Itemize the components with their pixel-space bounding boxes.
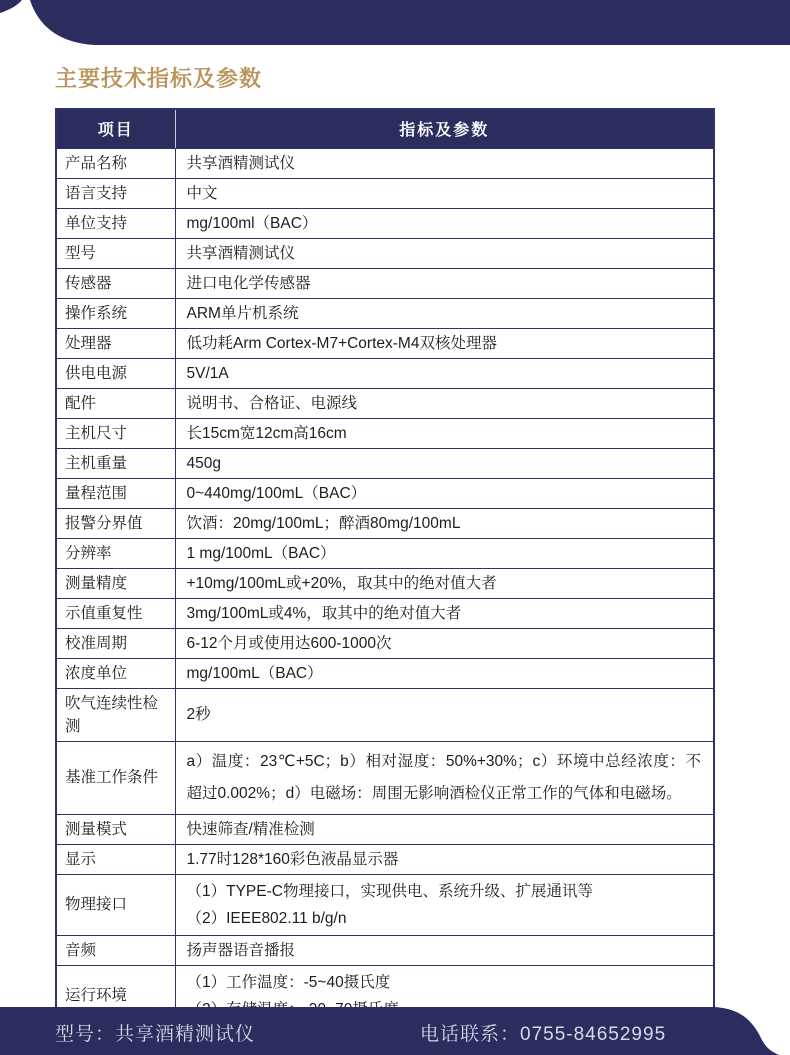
table-row (56, 628, 714, 658)
table-row (56, 268, 714, 298)
spec-label: 报警分界值 (56, 508, 175, 538)
spec-label: 处理器 (56, 328, 175, 358)
footer-model-label: 型号：共享酒精测试仪 (55, 1024, 256, 1045)
spec-label: 供电电源 (56, 358, 175, 388)
table-row (56, 478, 714, 508)
spec-label: 配件 (56, 388, 175, 418)
top-corner-wedge (0, 0, 22, 13)
spec-label: 物理接口 (56, 874, 175, 935)
table-row (56, 568, 714, 598)
table-row (56, 538, 714, 568)
spec-value: 饮酒：20mg/100mL；醉酒80mg/100mL (175, 508, 714, 538)
spec-label: 语言支持 (56, 178, 175, 208)
spec-value: 3mg/100mL或4%，取其中的绝对值大者 (175, 598, 714, 628)
spec-label: 音频 (56, 935, 175, 965)
spec-label: 显示 (56, 844, 175, 874)
spec-value: 1 mg/100mL（BAC） (175, 538, 714, 568)
table-row (56, 741, 714, 814)
table-row (56, 874, 714, 935)
spec-value: 5V/1A (175, 358, 714, 388)
spec-value: 1.77时128*160彩色液晶显示器 (175, 844, 714, 874)
spec-value: mg/100mL（BAC） (175, 658, 714, 688)
spec-label: 分辨率 (56, 538, 175, 568)
table-row (56, 328, 714, 358)
spec-value: 2秒 (175, 688, 714, 741)
spec-value: ARM单片机系统 (175, 298, 714, 328)
table-row (56, 935, 714, 965)
table-row (56, 178, 714, 208)
table-row (56, 358, 714, 388)
table-row (56, 448, 714, 478)
spec-value: 450g (175, 448, 714, 478)
spec-value: +10mg/100mL或+20%，取其中的绝对值大者 (175, 568, 714, 598)
spec-value: a）温度：23℃+5C；b）相对湿度：50%+30%；c）环境中总经浓度：不超过0.002%；d）电磁场：周围无影响酒检仪正常工作的气体和电磁场。 (175, 741, 714, 814)
spec-value-line: （1）TYPE-C物理接口，实现供电、系统升级、扩展通讯等 (186, 882, 593, 900)
spec-label: 浓度单位 (56, 658, 175, 688)
table-row (56, 508, 714, 538)
table-row (56, 148, 714, 178)
table-row (56, 208, 714, 238)
spec-label: 吹气连续性检测 (56, 688, 175, 741)
table-row (56, 388, 714, 418)
spec-value: 长15cm宽12cm高16cm (175, 418, 714, 448)
spec-value: mg/100ml（BAC） (175, 208, 714, 238)
column-header-item: 项目 (56, 109, 175, 148)
spec-value: 进口电化学传感器 (175, 268, 714, 298)
column-header-spec: 指标及参数 (175, 109, 714, 148)
spec-value: 共享酒精测试仪 (175, 238, 714, 268)
spec-table-body (56, 148, 714, 1027)
spec-label: 示值重复性 (56, 598, 175, 628)
spec-value: 扬声器语音播报 (175, 935, 714, 965)
spec-label: 基准工作条件 (56, 741, 175, 814)
spec-table-header-row (56, 109, 714, 148)
top-decorative-bar (0, 0, 790, 50)
spec-label: 型号 (56, 238, 175, 268)
table-row (56, 238, 714, 268)
footer-phone-label: 电话联系：0755-84652995 (420, 1024, 667, 1045)
spec-value: 共享酒精测试仪 (175, 148, 714, 178)
spec-label: 传感器 (56, 268, 175, 298)
table-row (56, 598, 714, 628)
spec-table (55, 108, 715, 1028)
spec-value-line: （2）IEEE802.11 b/g/n (186, 909, 347, 927)
table-row (56, 688, 714, 741)
top-main-band (30, 0, 790, 45)
spec-value: 低功耗Arm Cortex-M7+Cortex-M4双核处理器 (175, 328, 714, 358)
spec-label: 运行环境 (56, 965, 175, 1027)
spec-value: 0~440mg/100mL（BAC） (175, 478, 714, 508)
spec-label: 量程范围 (56, 478, 175, 508)
spec-label: 单位支持 (56, 208, 175, 238)
spec-value (175, 874, 714, 935)
spec-label: 主机尺寸 (56, 418, 175, 448)
table-row (56, 418, 714, 448)
page-title: 主要技术指标及参数 (55, 66, 263, 91)
spec-value: 快速筛查/精准检测 (175, 814, 714, 844)
table-row (56, 844, 714, 874)
spec-label: 测量精度 (56, 568, 175, 598)
table-row (56, 298, 714, 328)
spec-value-line: （1）工作温度：-5~40摄氏度 (186, 973, 391, 991)
table-row (56, 814, 714, 844)
spec-label: 主机重量 (56, 448, 175, 478)
table-row (56, 658, 714, 688)
spec-label: 操作系统 (56, 298, 175, 328)
spec-label: 校准周期 (56, 628, 175, 658)
spec-value: 中文 (175, 178, 714, 208)
spec-label: 产品名称 (56, 148, 175, 178)
spec-value: 说明书、合格证、电源线 (175, 388, 714, 418)
spec-value: 6-12个月或使用达600-1000次 (175, 628, 714, 658)
spec-label: 测量模式 (56, 814, 175, 844)
